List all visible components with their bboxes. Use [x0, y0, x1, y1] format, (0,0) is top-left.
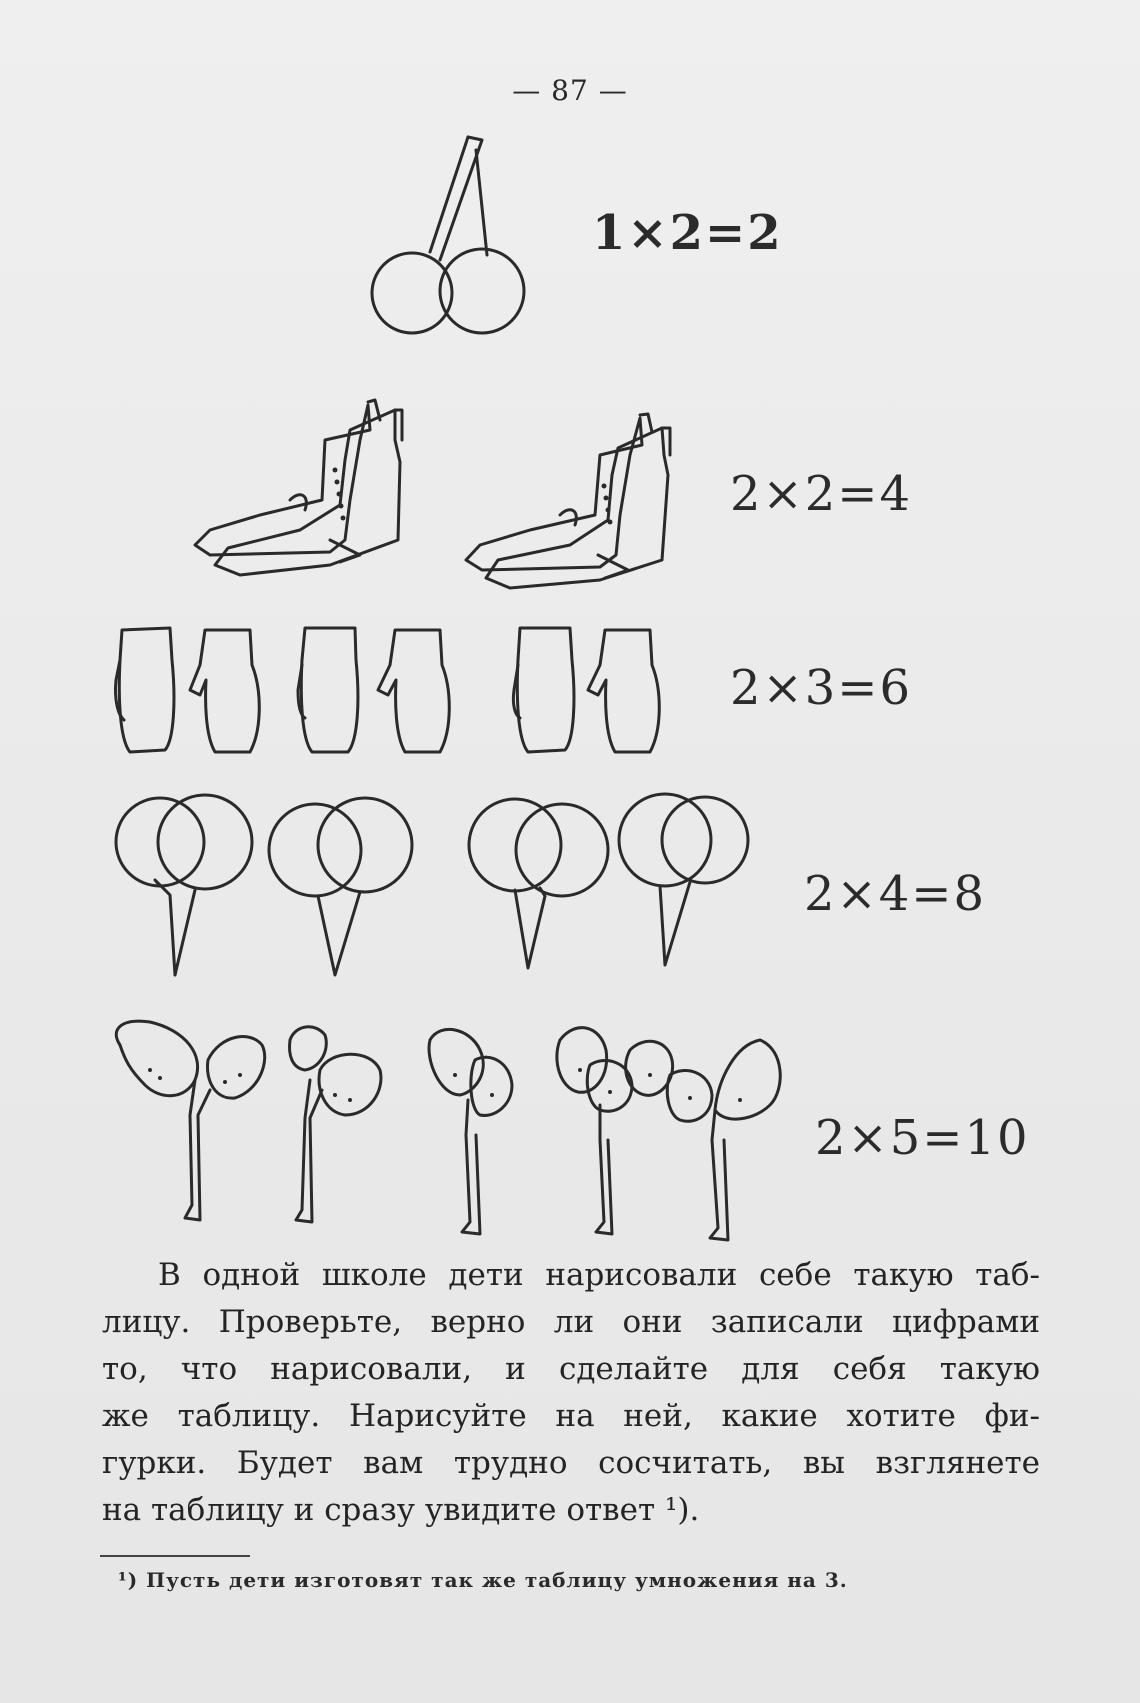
paragraph-line: на таблицу и сразу увидите ответ ¹). — [102, 1492, 700, 1528]
paragraph-line: лицу. Проверьте, верно ли они записали цифрами — [102, 1304, 1040, 1340]
mittens-icon — [115, 628, 659, 752]
body-paragraph — [102, 1252, 1040, 1534]
boots-icon — [466, 414, 670, 588]
footnote-separator — [100, 1555, 250, 1557]
paragraph-line: В одной школе дети нарисовали себе такую таб- — [158, 1257, 1040, 1293]
equation-balloons: 2×4=8 — [804, 866, 987, 922]
paragraph-line: то, что нарисовали, и сделайте для себя такую — [102, 1351, 1040, 1387]
equation-cherries: 1×2=2 — [592, 205, 783, 261]
page-number: — 87 — — [512, 74, 628, 107]
boots-icon — [195, 400, 402, 575]
equation-boots: 2×2=4 — [730, 466, 913, 522]
footnote: ¹) Пусть дети изготовят так же таблицу умножения на 3. — [118, 1568, 848, 1592]
cherries-icon — [372, 137, 524, 333]
paragraph-line: же таблицу. Нарисуйте на ней, какие хотите фи- — [102, 1398, 1040, 1434]
equation-mittens: 2×3=6 — [730, 660, 913, 716]
acorns-icon — [116, 1021, 780, 1240]
balloons-icon — [116, 794, 748, 975]
equation-acorns: 2×5=10 — [815, 1110, 1030, 1166]
paragraph-line: гурки. Будет вам трудно сосчитать, вы взглянете — [102, 1445, 1040, 1481]
